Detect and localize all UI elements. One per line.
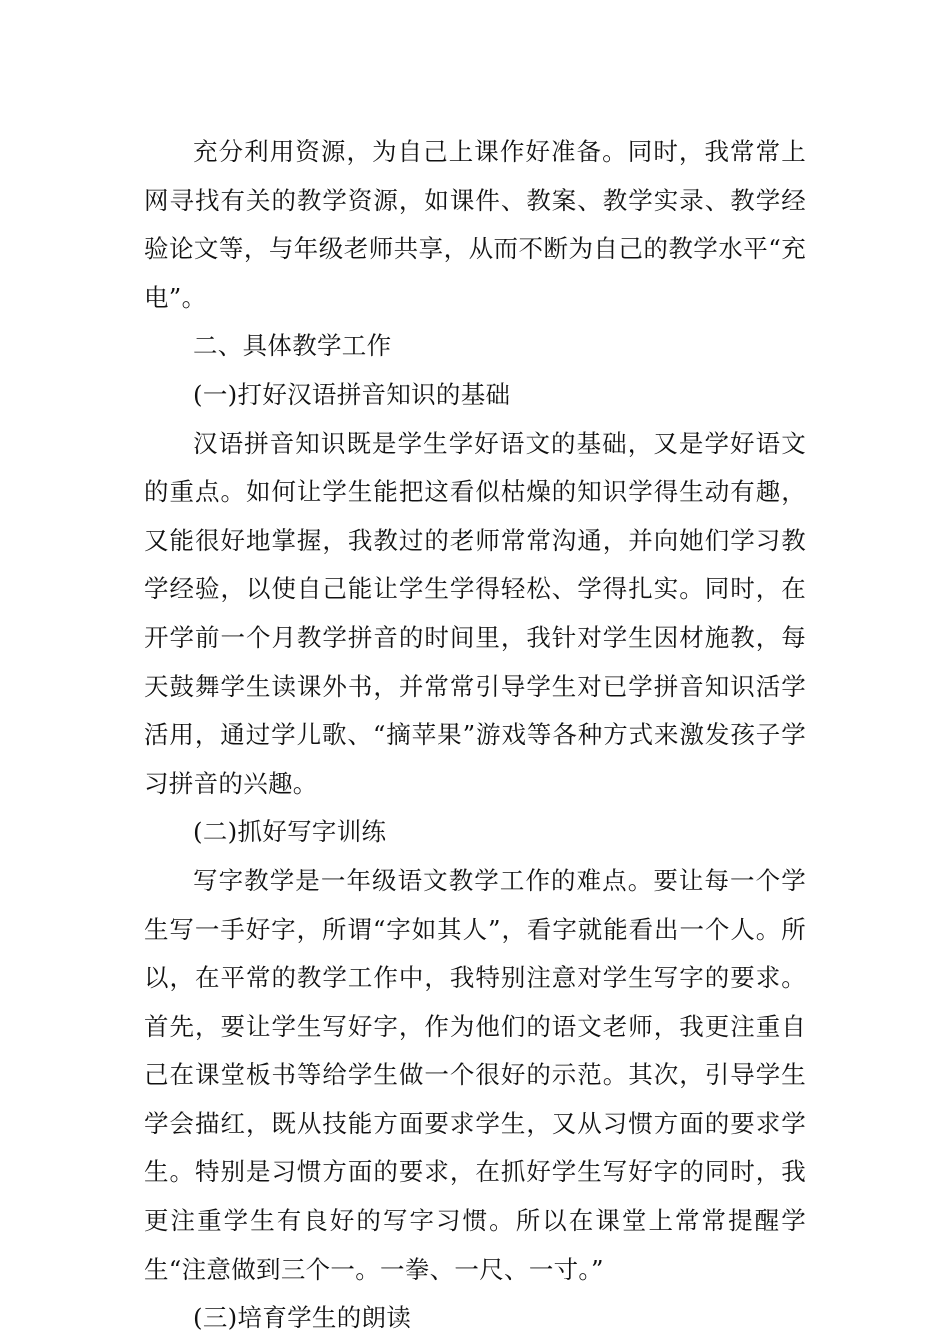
subheading-writing-training: (二)抓好写字训练 — [193, 817, 387, 847]
paragraph-writing-teaching: 写字教学是一年级语文教学工作的难点。要让每一个学生写一手好字，所谓“字如其人”，看字就能看出一个人。所以，在平常的教学工作中，我特别注意对学生写字的要求。首先，要让学生写好字，作为他们的语文老师，我更注重自己在课堂板书等给学生做一个很好的示范。其次，引导学生学会描红，既从技能方面要求学生，又从习惯方面的要求学生。特别是习惯方面的要求，在抓好学生写好字的同时，我更注重学生有良好的写字习惯。所以在课堂上常常提醒学生“注意做到三个一。一拳、一尺、一寸。” — [144, 865, 806, 1284]
section-heading-specific-work: 二、具体教学工作 — [193, 331, 392, 361]
paragraph-pinyin-teaching: 汉语拼音知识既是学生学好语文的基础，又是学好语文的重点。如何让学生能把这看似枯燥的知识学得生动有趣，又能很好地掌握，我教过的老师常常沟通，并向她们学习教学经验，以使自己能让学生学得轻松、学得扎实。同时，在开学前一个月教学拼音的时间里，我针对学生因材施教，每天鼓舞学生读课外书，并常常引导学生对已学拼音知识活学活用，通过学儿歌、“摘苹果”游戏等各种方式来激发孩子学习拼音的兴趣。 — [144, 428, 806, 798]
paragraph-resource-preparation: 充分利用资源，为自己上课作好准备。同时，我常常上网寻找有关的教学资源，如课件、教案、教学实录、教学经验论文等，与年级老师共享，从而不断为自己的教学水平“充电”。 — [144, 137, 806, 312]
subheading-pinyin-foundation: (一)打好汉语拼音知识的基础 — [193, 379, 511, 409]
subheading-reading-cultivation: (三)培育学生的朗读 — [193, 1303, 412, 1333]
document-body — [144, 128, 806, 1343]
